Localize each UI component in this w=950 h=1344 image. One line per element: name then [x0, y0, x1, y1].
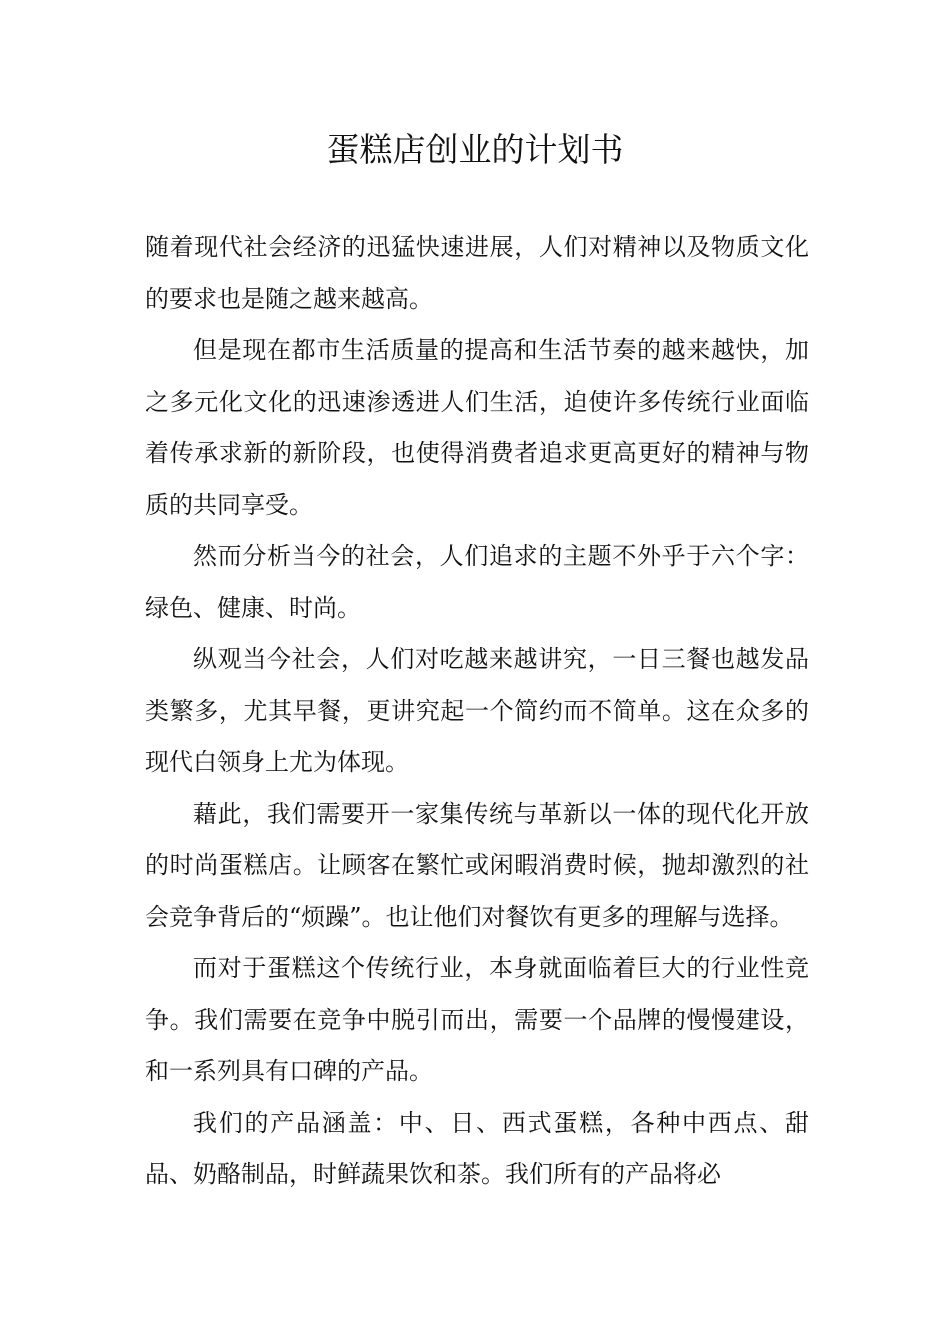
paragraph-3: 然而分析当今的社会，人们追求的主题不外乎于六个字：绿色、健康、时尚。 [145, 542, 809, 622]
document-body [145, 222, 809, 1201]
document-title: 蛋糕店创业的计划书 [326, 130, 624, 169]
paragraph-7: 我们的产品涵盖：中、日、西式蛋糕，各种中西点、甜品、奶酪制品，时鲜蔬果饮和茶。我们所有的产品将必 [145, 1108, 809, 1188]
paragraph-2: 但是现在都市生活质量的提高和生活节奏的越来越快，加之多元化文化的迅速渗透进人们生活，迫使许多传统行业面临着传承求新的新阶段，也使得消费者追求更高更好的精神与物质的共同享受。 [145, 336, 809, 519]
paragraph-5: 藉此，我们需要开一家集传统与革新以一体的现代化开放的时尚蛋糕店。让顾客在繁忙或闲暇消费时候，抛却激烈的社会竞争背后的“烦躁”。也让他们对餐饮有更多的理解与选择。 [145, 799, 809, 931]
paragraph-4: 纵观当今社会，人们对吃越来越讲究，一日三餐也越发品类繁多，尤其早餐，更讲究起一个简约而不简单。这在众多的现代白领身上尤为体现。 [145, 645, 809, 776]
paragraph-6: 而对于蛋糕这个传统行业，本身就面临着巨大的行业性竞争。我们需要在竞争中脱引而出，需要一个品牌的慢慢建设，和一系列具有口碑的产品。 [145, 954, 809, 1085]
paragraph-1: 随着现代社会经济的迅猛快速进展，人们对精神以及物质文化的要求也是随之越来越高。 [145, 233, 809, 313]
